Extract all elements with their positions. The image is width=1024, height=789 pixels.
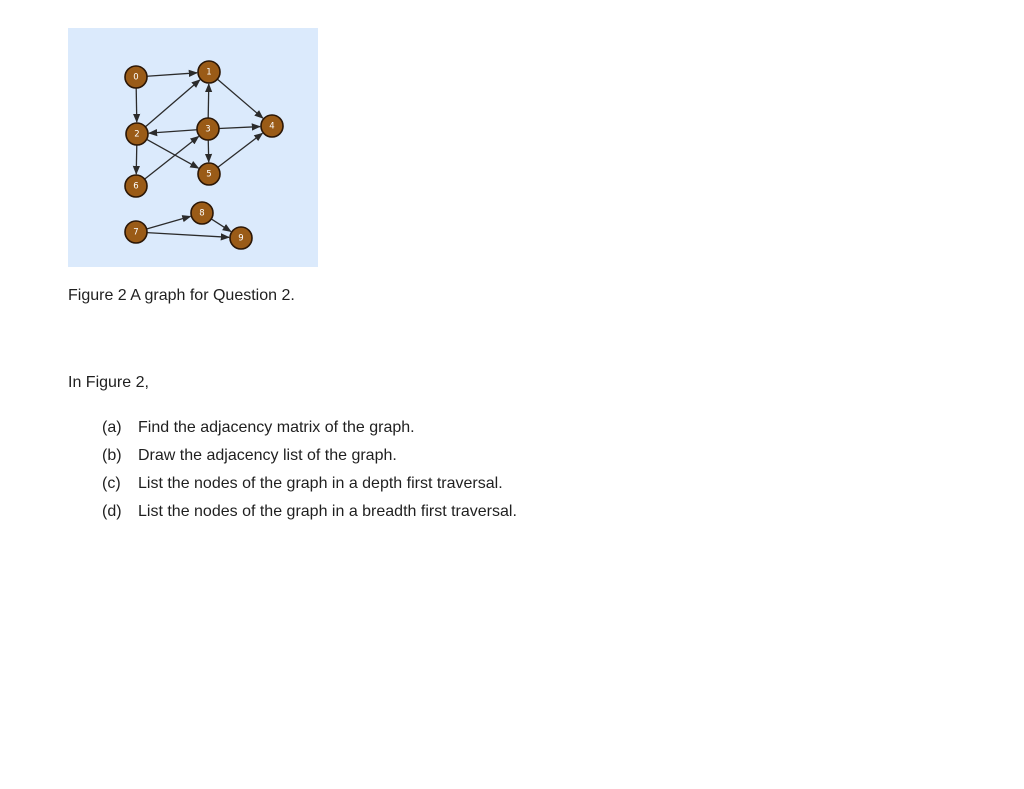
graph-edge-2-1 <box>145 80 200 127</box>
question-marker: (d) <box>102 503 122 520</box>
graph-node-3 <box>197 118 219 140</box>
question-text: Draw the adjacency list of the graph. <box>138 447 397 464</box>
question-list <box>102 417 517 529</box>
graph-node-2 <box>126 123 148 145</box>
graph-node-label: 8 <box>199 208 205 219</box>
question-item-c <box>102 473 517 501</box>
graph-node-7 <box>125 221 147 243</box>
question-text: Find the adjacency matrix of the graph. <box>138 419 415 436</box>
graph-node-label: 0 <box>133 72 139 83</box>
graph-node-9 <box>230 227 252 249</box>
question-item-a <box>102 417 517 445</box>
graph-edge-3-1 <box>208 84 209 118</box>
graph-node-1 <box>198 61 220 83</box>
graph-edge-5-4 <box>218 133 263 167</box>
graph-edge-7-9 <box>147 233 229 238</box>
graph-node-label: 5 <box>206 169 212 180</box>
graph-node-4 <box>261 115 283 137</box>
graph-figure <box>68 28 318 267</box>
question-text: List the nodes of the graph in a depth first traversal. <box>138 475 503 492</box>
graph-node-0 <box>125 66 147 88</box>
graph-node-8 <box>191 202 213 224</box>
graph-edge-3-4 <box>219 127 260 129</box>
graph-edge-3-2 <box>149 130 197 133</box>
graph-edge-7-8 <box>147 216 191 229</box>
question-item-d <box>102 501 517 529</box>
question-item-b <box>102 445 517 473</box>
graph-diagram <box>68 28 318 267</box>
graph-node-label: 3 <box>205 124 211 135</box>
graph-node-label: 1 <box>206 67 212 78</box>
graph-node-label: 6 <box>133 181 139 192</box>
question-intro: In Figure 2, <box>68 374 149 391</box>
question-marker: (a) <box>102 419 122 436</box>
graph-node-6 <box>125 175 147 197</box>
graph-node-label: 7 <box>133 227 139 238</box>
graph-node-label: 9 <box>238 233 244 244</box>
graph-node-label: 4 <box>269 121 275 132</box>
graph-edge-8-9 <box>211 219 231 232</box>
figure-caption: Figure 2 A graph for Question 2. <box>68 287 295 304</box>
graph-edge-0-2 <box>136 88 137 122</box>
graph-edge-2-6 <box>136 145 137 174</box>
graph-edge-2-5 <box>147 139 199 168</box>
question-marker: (b) <box>102 447 122 464</box>
question-marker: (c) <box>102 475 121 492</box>
graph-edge-0-1 <box>147 73 197 76</box>
graph-edge-1-4 <box>217 79 263 118</box>
graph-node-label: 2 <box>134 129 140 140</box>
question-text: List the nodes of the graph in a breadth first traversal. <box>138 503 517 520</box>
graph-node-5 <box>198 163 220 185</box>
